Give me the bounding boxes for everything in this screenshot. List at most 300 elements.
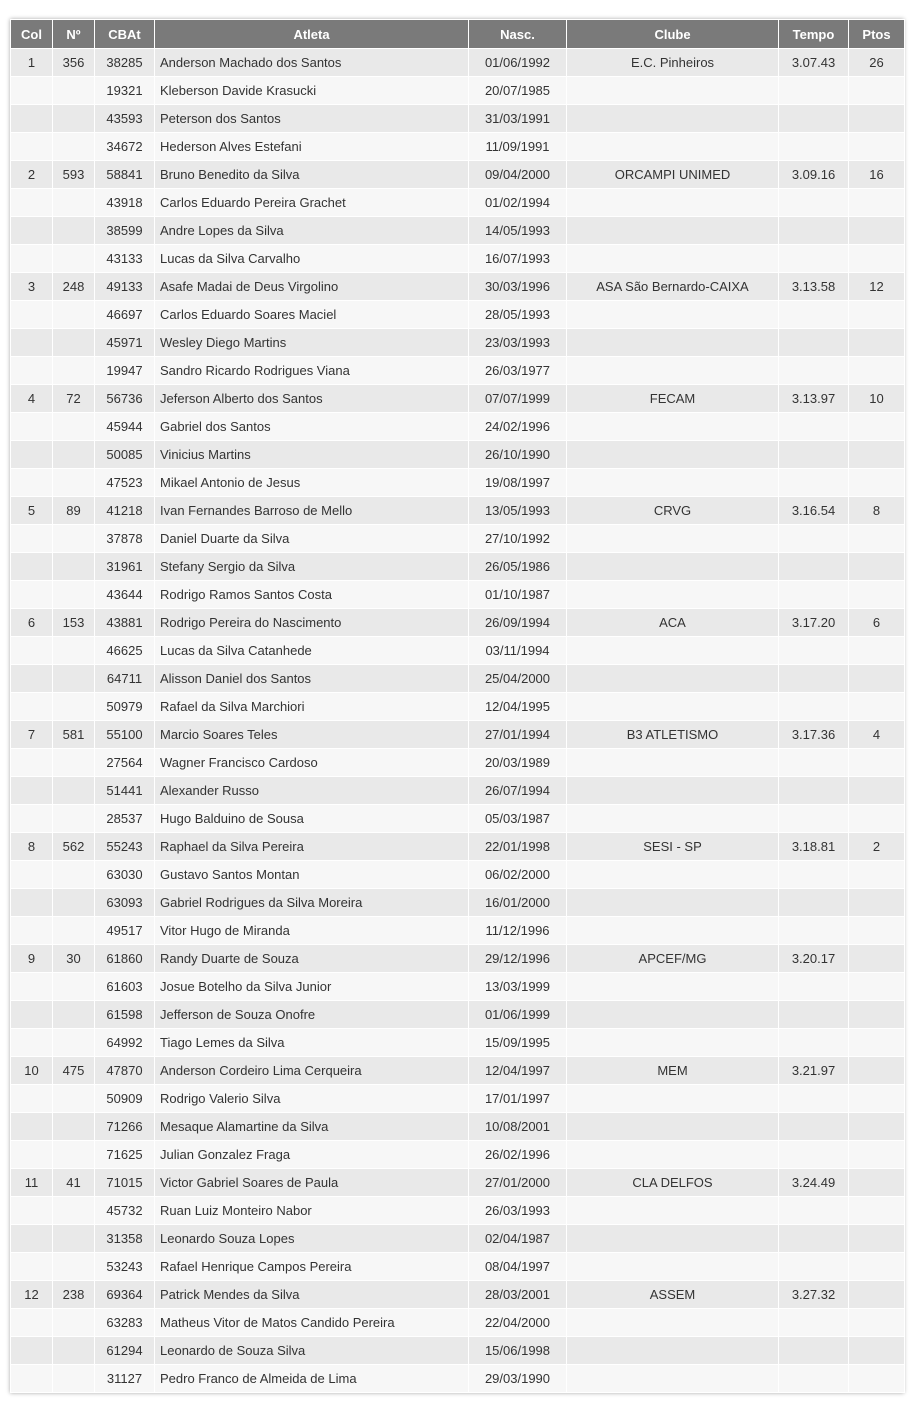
cell-points	[849, 1057, 905, 1085]
cell-number	[53, 189, 95, 217]
cell-number	[53, 749, 95, 777]
table-row	[11, 497, 905, 525]
cell-position: 4	[11, 385, 53, 413]
cell-athlete: Rafael Henrique Campos Pereira	[155, 1253, 469, 1281]
cell-number	[53, 357, 95, 385]
cell-points: 4	[849, 721, 905, 749]
cell-birth: 06/02/2000	[469, 861, 567, 889]
cell-points	[849, 1113, 905, 1141]
table-row	[11, 721, 905, 749]
cell-points	[849, 1225, 905, 1253]
cell-club: SESI - SP	[567, 833, 779, 861]
cell-club	[567, 105, 779, 133]
table-row	[11, 861, 905, 889]
cell-number: 238	[53, 1281, 95, 1309]
cell-number	[53, 441, 95, 469]
cell-points	[849, 665, 905, 693]
cell-number	[53, 469, 95, 497]
cell-birth: 01/02/1994	[469, 189, 567, 217]
cell-number: 248	[53, 273, 95, 301]
cell-time	[779, 777, 849, 805]
cell-position	[11, 553, 53, 581]
cell-position	[11, 749, 53, 777]
cell-club	[567, 1225, 779, 1253]
cell-cbat: 38599	[95, 217, 155, 245]
cell-points: 2	[849, 833, 905, 861]
cell-number	[53, 1029, 95, 1057]
cell-birth: 12/04/1995	[469, 693, 567, 721]
table-row	[11, 1281, 905, 1309]
table-row	[11, 1337, 905, 1365]
cell-number	[53, 105, 95, 133]
cell-points	[849, 1169, 905, 1197]
cell-club: ACA	[567, 609, 779, 637]
cell-birth: 26/09/1994	[469, 609, 567, 637]
cell-position	[11, 973, 53, 1001]
cell-birth: 16/07/1993	[469, 245, 567, 273]
cell-number	[53, 525, 95, 553]
table-row	[11, 1141, 905, 1169]
cell-position	[11, 665, 53, 693]
cell-time: 3.07.43	[779, 49, 849, 77]
cell-club	[567, 301, 779, 329]
cell-number	[53, 413, 95, 441]
cell-position	[11, 1197, 53, 1225]
cell-birth: 13/03/1999	[469, 973, 567, 1001]
cell-club	[567, 329, 779, 357]
cell-position	[11, 413, 53, 441]
cell-position: 10	[11, 1057, 53, 1085]
cell-points: 16	[849, 161, 905, 189]
table-row	[11, 889, 905, 917]
cell-club	[567, 245, 779, 273]
cell-cbat: 47523	[95, 469, 155, 497]
table-row	[11, 413, 905, 441]
cell-birth: 20/07/1985	[469, 77, 567, 105]
cell-birth: 29/12/1996	[469, 945, 567, 973]
table-row	[11, 609, 905, 637]
cell-club	[567, 189, 779, 217]
cell-athlete: Jeferson Alberto dos Santos	[155, 385, 469, 413]
cell-position	[11, 1337, 53, 1365]
cell-position	[11, 805, 53, 833]
table-row	[11, 1057, 905, 1085]
cell-club	[567, 1029, 779, 1057]
cell-athlete: Vinicius Martins	[155, 441, 469, 469]
cell-number	[53, 861, 95, 889]
cell-number: 475	[53, 1057, 95, 1085]
table-row	[11, 693, 905, 721]
cell-position	[11, 889, 53, 917]
cell-athlete: Ruan Luiz Monteiro Nabor	[155, 1197, 469, 1225]
cell-number: 356	[53, 49, 95, 77]
cell-birth: 28/05/1993	[469, 301, 567, 329]
cell-number	[53, 1337, 95, 1365]
cell-birth: 23/03/1993	[469, 329, 567, 357]
cell-number	[53, 581, 95, 609]
cell-birth: 30/03/1996	[469, 273, 567, 301]
cell-athlete: Randy Duarte de Souza	[155, 945, 469, 973]
cell-position	[11, 301, 53, 329]
cell-number: 41	[53, 1169, 95, 1197]
cell-birth: 01/10/1987	[469, 581, 567, 609]
table-row	[11, 525, 905, 553]
cell-time	[779, 469, 849, 497]
header-cbat: CBAt	[95, 20, 155, 49]
cell-number	[53, 1001, 95, 1029]
cell-birth: 22/01/1998	[469, 833, 567, 861]
cell-cbat: 64992	[95, 1029, 155, 1057]
table-row	[11, 245, 905, 273]
cell-club: FECAM	[567, 385, 779, 413]
cell-athlete: Rodrigo Ramos Santos Costa	[155, 581, 469, 609]
cell-club	[567, 777, 779, 805]
cell-cbat: 61294	[95, 1337, 155, 1365]
cell-points	[849, 945, 905, 973]
cell-birth: 15/09/1995	[469, 1029, 567, 1057]
cell-points	[849, 1141, 905, 1169]
cell-points	[849, 525, 905, 553]
cell-cbat: 38285	[95, 49, 155, 77]
cell-time: 3.21.97	[779, 1057, 849, 1085]
cell-number	[53, 301, 95, 329]
cell-club: ORCAMPI UNIMED	[567, 161, 779, 189]
cell-cbat: 63093	[95, 889, 155, 917]
cell-number	[53, 1365, 95, 1393]
cell-birth: 31/03/1991	[469, 105, 567, 133]
cell-cbat: 45732	[95, 1197, 155, 1225]
cell-number	[53, 553, 95, 581]
cell-club	[567, 1197, 779, 1225]
cell-position: 5	[11, 497, 53, 525]
cell-club	[567, 77, 779, 105]
cell-number: 30	[53, 945, 95, 973]
cell-cbat: 51441	[95, 777, 155, 805]
cell-club: ASSEM	[567, 1281, 779, 1309]
cell-points	[849, 917, 905, 945]
cell-club	[567, 441, 779, 469]
cell-birth: 15/06/1998	[469, 1337, 567, 1365]
header-club: Clube	[567, 20, 779, 49]
cell-cbat: 63030	[95, 861, 155, 889]
cell-cbat: 63283	[95, 1309, 155, 1337]
cell-athlete: Jefferson de Souza Onofre	[155, 1001, 469, 1029]
cell-cbat: 43644	[95, 581, 155, 609]
table-row	[11, 385, 905, 413]
table-row	[11, 49, 905, 77]
cell-athlete: Gustavo Santos Montan	[155, 861, 469, 889]
cell-position	[11, 1309, 53, 1337]
cell-cbat: 46697	[95, 301, 155, 329]
cell-points: 12	[849, 273, 905, 301]
cell-points	[849, 189, 905, 217]
cell-points: 26	[849, 49, 905, 77]
cell-points	[849, 581, 905, 609]
cell-athlete: Lucas da Silva Carvalho	[155, 245, 469, 273]
cell-cbat: 64711	[95, 665, 155, 693]
cell-number: 562	[53, 833, 95, 861]
cell-athlete: Pedro Franco de Almeida de Lima	[155, 1365, 469, 1393]
header-birth: Nasc.	[469, 20, 567, 49]
cell-cbat: 43133	[95, 245, 155, 273]
table-row	[11, 133, 905, 161]
cell-time	[779, 105, 849, 133]
cell-cbat: 61603	[95, 973, 155, 1001]
cell-cbat: 50979	[95, 693, 155, 721]
cell-points	[849, 637, 905, 665]
cell-club	[567, 1337, 779, 1365]
cell-points	[849, 1309, 905, 1337]
cell-number: 581	[53, 721, 95, 749]
cell-points: 10	[849, 385, 905, 413]
cell-time	[779, 889, 849, 917]
cell-birth: 01/06/1992	[469, 49, 567, 77]
cell-athlete: Kleberson Davide Krasucki	[155, 77, 469, 105]
table-row	[11, 329, 905, 357]
cell-athlete: Stefany Sergio da Silva	[155, 553, 469, 581]
cell-birth: 26/07/1994	[469, 777, 567, 805]
cell-number	[53, 1225, 95, 1253]
cell-position	[11, 329, 53, 357]
cell-birth: 03/11/1994	[469, 637, 567, 665]
cell-athlete: Patrick Mendes da Silva	[155, 1281, 469, 1309]
cell-time	[779, 77, 849, 105]
cell-club	[567, 1113, 779, 1141]
cell-position: 2	[11, 161, 53, 189]
cell-athlete: Daniel Duarte da Silva	[155, 525, 469, 553]
cell-points	[849, 693, 905, 721]
cell-time: 3.16.54	[779, 497, 849, 525]
cell-position	[11, 1253, 53, 1281]
cell-cbat: 41218	[95, 497, 155, 525]
cell-athlete: Vitor Hugo de Miranda	[155, 917, 469, 945]
cell-points	[849, 1085, 905, 1113]
cell-number	[53, 665, 95, 693]
table-row	[11, 357, 905, 385]
cell-number	[53, 1309, 95, 1337]
cell-cbat: 71625	[95, 1141, 155, 1169]
cell-points	[849, 553, 905, 581]
cell-position	[11, 525, 53, 553]
cell-athlete: Tiago Lemes da Silva	[155, 1029, 469, 1057]
cell-club	[567, 1141, 779, 1169]
cell-position	[11, 1113, 53, 1141]
cell-time	[779, 1337, 849, 1365]
cell-number	[53, 889, 95, 917]
cell-cbat: 19947	[95, 357, 155, 385]
cell-points	[849, 889, 905, 917]
cell-club	[567, 1085, 779, 1113]
cell-points	[849, 133, 905, 161]
cell-cbat: 50909	[95, 1085, 155, 1113]
cell-athlete: Mikael Antonio de Jesus	[155, 469, 469, 497]
cell-athlete: Lucas da Silva Catanhede	[155, 637, 469, 665]
cell-time	[779, 581, 849, 609]
cell-athlete: Anderson Cordeiro Lima Cerqueira	[155, 1057, 469, 1085]
cell-time	[779, 413, 849, 441]
cell-birth: 25/04/2000	[469, 665, 567, 693]
cell-number	[53, 637, 95, 665]
cell-athlete: Leonardo de Souza Silva	[155, 1337, 469, 1365]
cell-position	[11, 581, 53, 609]
cell-points	[849, 1253, 905, 1281]
cell-time	[779, 665, 849, 693]
cell-athlete: Sandro Ricardo Rodrigues Viana	[155, 357, 469, 385]
cell-birth: 27/01/1994	[469, 721, 567, 749]
cell-position: 3	[11, 273, 53, 301]
cell-club	[567, 805, 779, 833]
cell-points	[849, 1029, 905, 1057]
cell-number	[53, 1085, 95, 1113]
cell-position	[11, 245, 53, 273]
cell-athlete: Rodrigo Pereira do Nascimento	[155, 609, 469, 637]
cell-position	[11, 189, 53, 217]
cell-time	[779, 1029, 849, 1057]
header-col: Col	[11, 20, 53, 49]
cell-club: APCEF/MG	[567, 945, 779, 973]
cell-birth: 02/04/1987	[469, 1225, 567, 1253]
cell-athlete: Marcio Soares Teles	[155, 721, 469, 749]
results-table-container	[10, 19, 904, 1393]
cell-points	[849, 105, 905, 133]
cell-birth: 29/03/1990	[469, 1365, 567, 1393]
cell-points	[849, 1365, 905, 1393]
cell-athlete: Gabriel Rodrigues da Silva Moreira	[155, 889, 469, 917]
table-row	[11, 1197, 905, 1225]
table-row	[11, 273, 905, 301]
cell-cbat: 69364	[95, 1281, 155, 1309]
cell-cbat: 37878	[95, 525, 155, 553]
table-row	[11, 777, 905, 805]
cell-athlete: Mesaque Alamartine da Silva	[155, 1113, 469, 1141]
cell-time	[779, 1085, 849, 1113]
cell-points	[849, 301, 905, 329]
cell-birth: 05/03/1987	[469, 805, 567, 833]
results-table	[10, 19, 905, 1393]
cell-time	[779, 917, 849, 945]
cell-points	[849, 413, 905, 441]
cell-birth: 12/04/1997	[469, 1057, 567, 1085]
cell-position	[11, 1029, 53, 1057]
table-row	[11, 973, 905, 1001]
cell-points	[849, 1281, 905, 1309]
cell-cbat: 28537	[95, 805, 155, 833]
table-row	[11, 1029, 905, 1057]
cell-athlete: Bruno Benedito da Silva	[155, 161, 469, 189]
cell-time	[779, 133, 849, 161]
cell-position	[11, 1225, 53, 1253]
cell-athlete: Leonardo Souza Lopes	[155, 1225, 469, 1253]
cell-time: 3.27.32	[779, 1281, 849, 1309]
cell-club	[567, 917, 779, 945]
cell-time	[779, 525, 849, 553]
cell-club: ASA São Bernardo-CAIXA	[567, 273, 779, 301]
table-row	[11, 1085, 905, 1113]
cell-time	[779, 553, 849, 581]
cell-number	[53, 917, 95, 945]
cell-club	[567, 1001, 779, 1029]
cell-time	[779, 1113, 849, 1141]
cell-position	[11, 1085, 53, 1113]
cell-position	[11, 861, 53, 889]
cell-cbat: 55243	[95, 833, 155, 861]
cell-points	[849, 749, 905, 777]
table-row	[11, 77, 905, 105]
cell-athlete: Josue Botelho da Silva Junior	[155, 973, 469, 1001]
cell-time	[779, 441, 849, 469]
cell-time	[779, 1197, 849, 1225]
cell-time	[779, 245, 849, 273]
cell-athlete: Wagner Francisco Cardoso	[155, 749, 469, 777]
cell-position	[11, 1141, 53, 1169]
cell-position	[11, 1365, 53, 1393]
cell-birth: 07/07/1999	[469, 385, 567, 413]
cell-birth: 09/04/2000	[469, 161, 567, 189]
cell-time: 3.20.17	[779, 945, 849, 973]
cell-time: 3.17.36	[779, 721, 849, 749]
cell-club	[567, 1309, 779, 1337]
header-row	[11, 20, 905, 49]
cell-number	[53, 973, 95, 1001]
table-row	[11, 805, 905, 833]
table-row	[11, 161, 905, 189]
table-row	[11, 105, 905, 133]
cell-cbat: 71266	[95, 1113, 155, 1141]
cell-number	[53, 693, 95, 721]
cell-athlete: Hederson Alves Estefani	[155, 133, 469, 161]
cell-club	[567, 665, 779, 693]
cell-time: 3.09.16	[779, 161, 849, 189]
cell-cbat: 19321	[95, 77, 155, 105]
cell-position: 8	[11, 833, 53, 861]
cell-athlete: Julian Gonzalez Fraga	[155, 1141, 469, 1169]
cell-athlete: Carlos Eduardo Soares Maciel	[155, 301, 469, 329]
cell-time	[779, 189, 849, 217]
cell-cbat: 34672	[95, 133, 155, 161]
table-row	[11, 1253, 905, 1281]
cell-number	[53, 805, 95, 833]
cell-cbat: 43918	[95, 189, 155, 217]
cell-position: 7	[11, 721, 53, 749]
cell-position: 11	[11, 1169, 53, 1197]
table-row	[11, 833, 905, 861]
cell-athlete: Victor Gabriel Soares de Paula	[155, 1169, 469, 1197]
cell-points	[849, 973, 905, 1001]
cell-cbat: 61598	[95, 1001, 155, 1029]
table-row	[11, 1225, 905, 1253]
cell-club	[567, 889, 779, 917]
cell-birth: 26/03/1977	[469, 357, 567, 385]
cell-birth: 14/05/1993	[469, 217, 567, 245]
cell-birth: 08/04/1997	[469, 1253, 567, 1281]
cell-position: 1	[11, 49, 53, 77]
cell-points	[849, 777, 905, 805]
cell-number	[53, 217, 95, 245]
cell-birth: 20/03/1989	[469, 749, 567, 777]
cell-points	[849, 861, 905, 889]
cell-athlete: Anderson Machado dos Santos	[155, 49, 469, 77]
cell-cbat: 71015	[95, 1169, 155, 1197]
cell-club	[567, 861, 779, 889]
cell-points	[849, 77, 905, 105]
cell-position	[11, 693, 53, 721]
cell-time	[779, 861, 849, 889]
cell-position: 9	[11, 945, 53, 973]
table-row	[11, 581, 905, 609]
table-row	[11, 1113, 905, 1141]
table-row	[11, 469, 905, 497]
cell-birth: 22/04/2000	[469, 1309, 567, 1337]
